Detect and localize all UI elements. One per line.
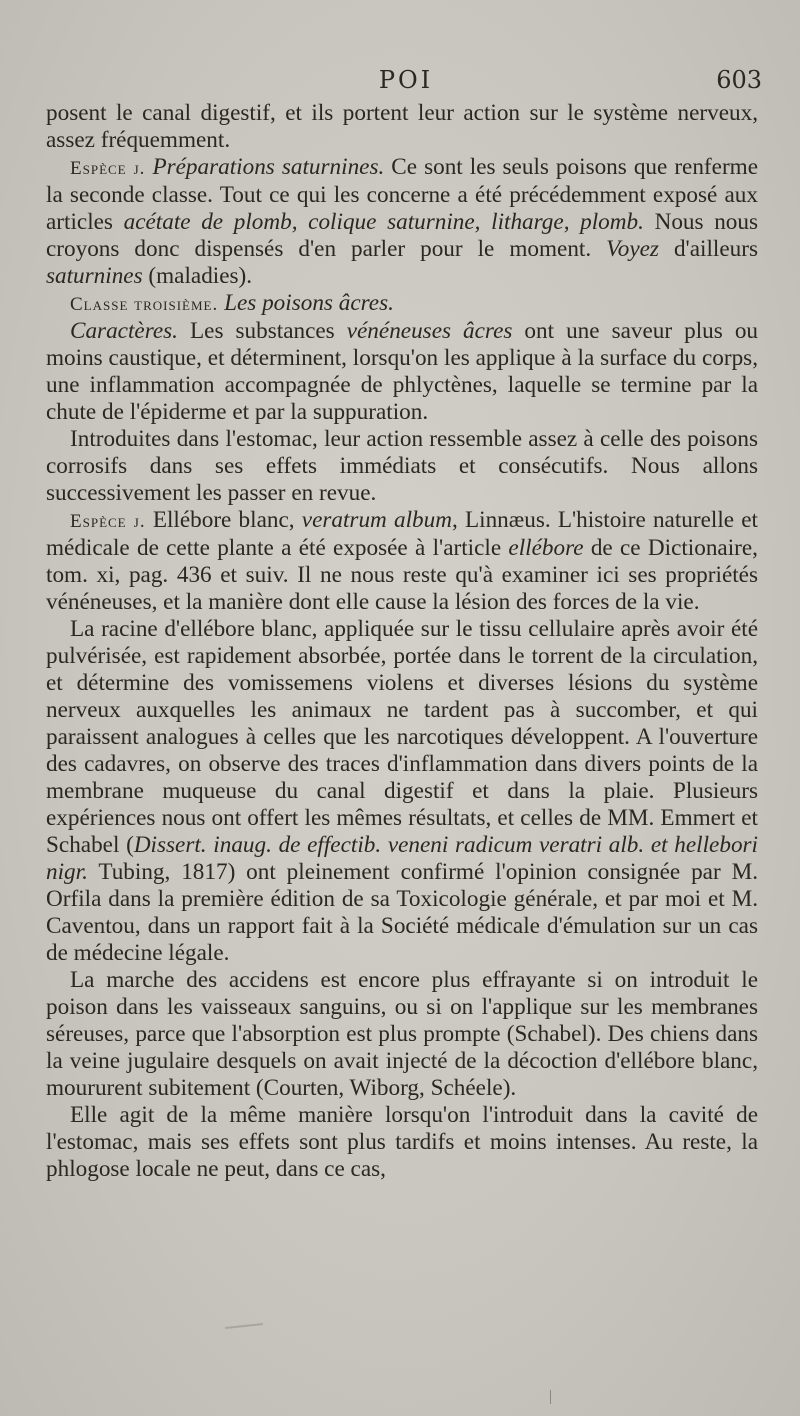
paragraph-racine: La racine d'ellébore blanc, appliquée sur le tissu cellulaire après avoir été pulvérisée, est rapidement absorbée, portée dans le torrent de la circulation, et détermine des vomissemens violens et diverses lésions du système nerveux auxquelles les animaux ne tardent pas à succomber, et qui paraissent analogues à celles que les narcotiques développent. A l'ouverture des cadavres, on observe des traces d'inflammation dans divers points de la membrane muqueuse du canal digestif et dans la plaie. Plusieurs expériences nous ont offert les mêmes résultats, et celles de MM. Emmert et Schabel (Dissert. inaug. de effectib. veneni radicum veratri alb. et hellebori nigr. Tubing, 1817) ont pleinement confirmé l'opinion consignée par M. Orfila dans la première édition de sa Toxicologie générale, et par moi et M. Caventou, dans un rapport fait à la Société médicale d'émulation sur un cas de médecine légale. [46,616,758,966]
section-label: Espèce j. [70,158,146,179]
class-title: Les poisons âcres. [224,290,394,316]
body-text [46,100,758,1183]
page-blemishes [0,1300,800,1410]
running-head: POI [378,66,434,94]
paragraph-caracteres: Caractères. Les substances vénéneuses âcres ont une saveur plus ou moins caustique, et déterminent, lorsqu'on les applique à la surface du corps, une inflammation accompagnée de phlyctènes, laquelle se termine par la chute de l'épiderme et par la suppuration. [46,318,759,425]
section-title: Préparations saturnines. [152,154,385,180]
ink-smudge [225,1323,263,1329]
paragraph-introduites: Introduites dans l'estomac, leur action ressemble assez à celle des poisons corrosifs dans ses effets immédiats et consécutifs. Nous allons successivement les passer en revue. [46,426,758,506]
class-label: Classe troisième. [70,294,219,315]
paragraph-elle-agit: Elle agit de la même manière lorsqu'on l'introduit dans la cavité de l'estomac, mais ses effets sont plus tardifs et moins intenses. Au reste, la phlogose locale ne peut, dans ce cas, [46,1102,758,1182]
citation: Dissert. inaug. de effectib. veneni radicum veratri alb. et hellebori nigr. [46,832,758,885]
ink-speck [550,1390,551,1404]
page-number: 603 [716,66,762,94]
paragraph-classe-troisieme [46,290,758,318]
paragraph-espece-ellebore: Espèce j. Ellébore blanc, veratrum album, Linnæus. L'histoire naturelle et médicale de cette plante a été exposée à l'article ellébore de ce Dictionaire, tom. xi, pag. 436 et suiv. Il ne nous reste qu'à examiner ici ses propriétés vénéneuses, et la manière dont elle cause la lésion des forces de la vie. [46,507,758,615]
section-label: Espèce j. [70,511,146,532]
paragraph-continuation: posent le canal digestif, et ils portent leur action sur le système nerveux, assez fréquemment. [46,100,758,153]
paragraph-espece-saturnines: Espèce j. Préparations saturnines. Ce sont les seuls poisons que renferme la seconde classe. Tout ce qui les concerne a été précédemment exposé aux articles acétate de plomb, colique saturnine, litharge, plomb. Nous nous croyons donc dispensés d'en parler pour le moment. Voyez d'ailleurs saturnines (maladies). [46,154,758,289]
paragraph-marche: La marche des accidens est encore plus effrayante si on introduit le poison dans les vaisseaux sanguins, ou si on l'applique sur les membranes séreuses, parce que l'absorption est plus prompte (Schabel). Des chiens dans la veine jugulaire desquels on avait injecté de la décoction d'ellébore blanc, moururent subitement (Courten, Wiborg, Schéele). [46,967,758,1101]
